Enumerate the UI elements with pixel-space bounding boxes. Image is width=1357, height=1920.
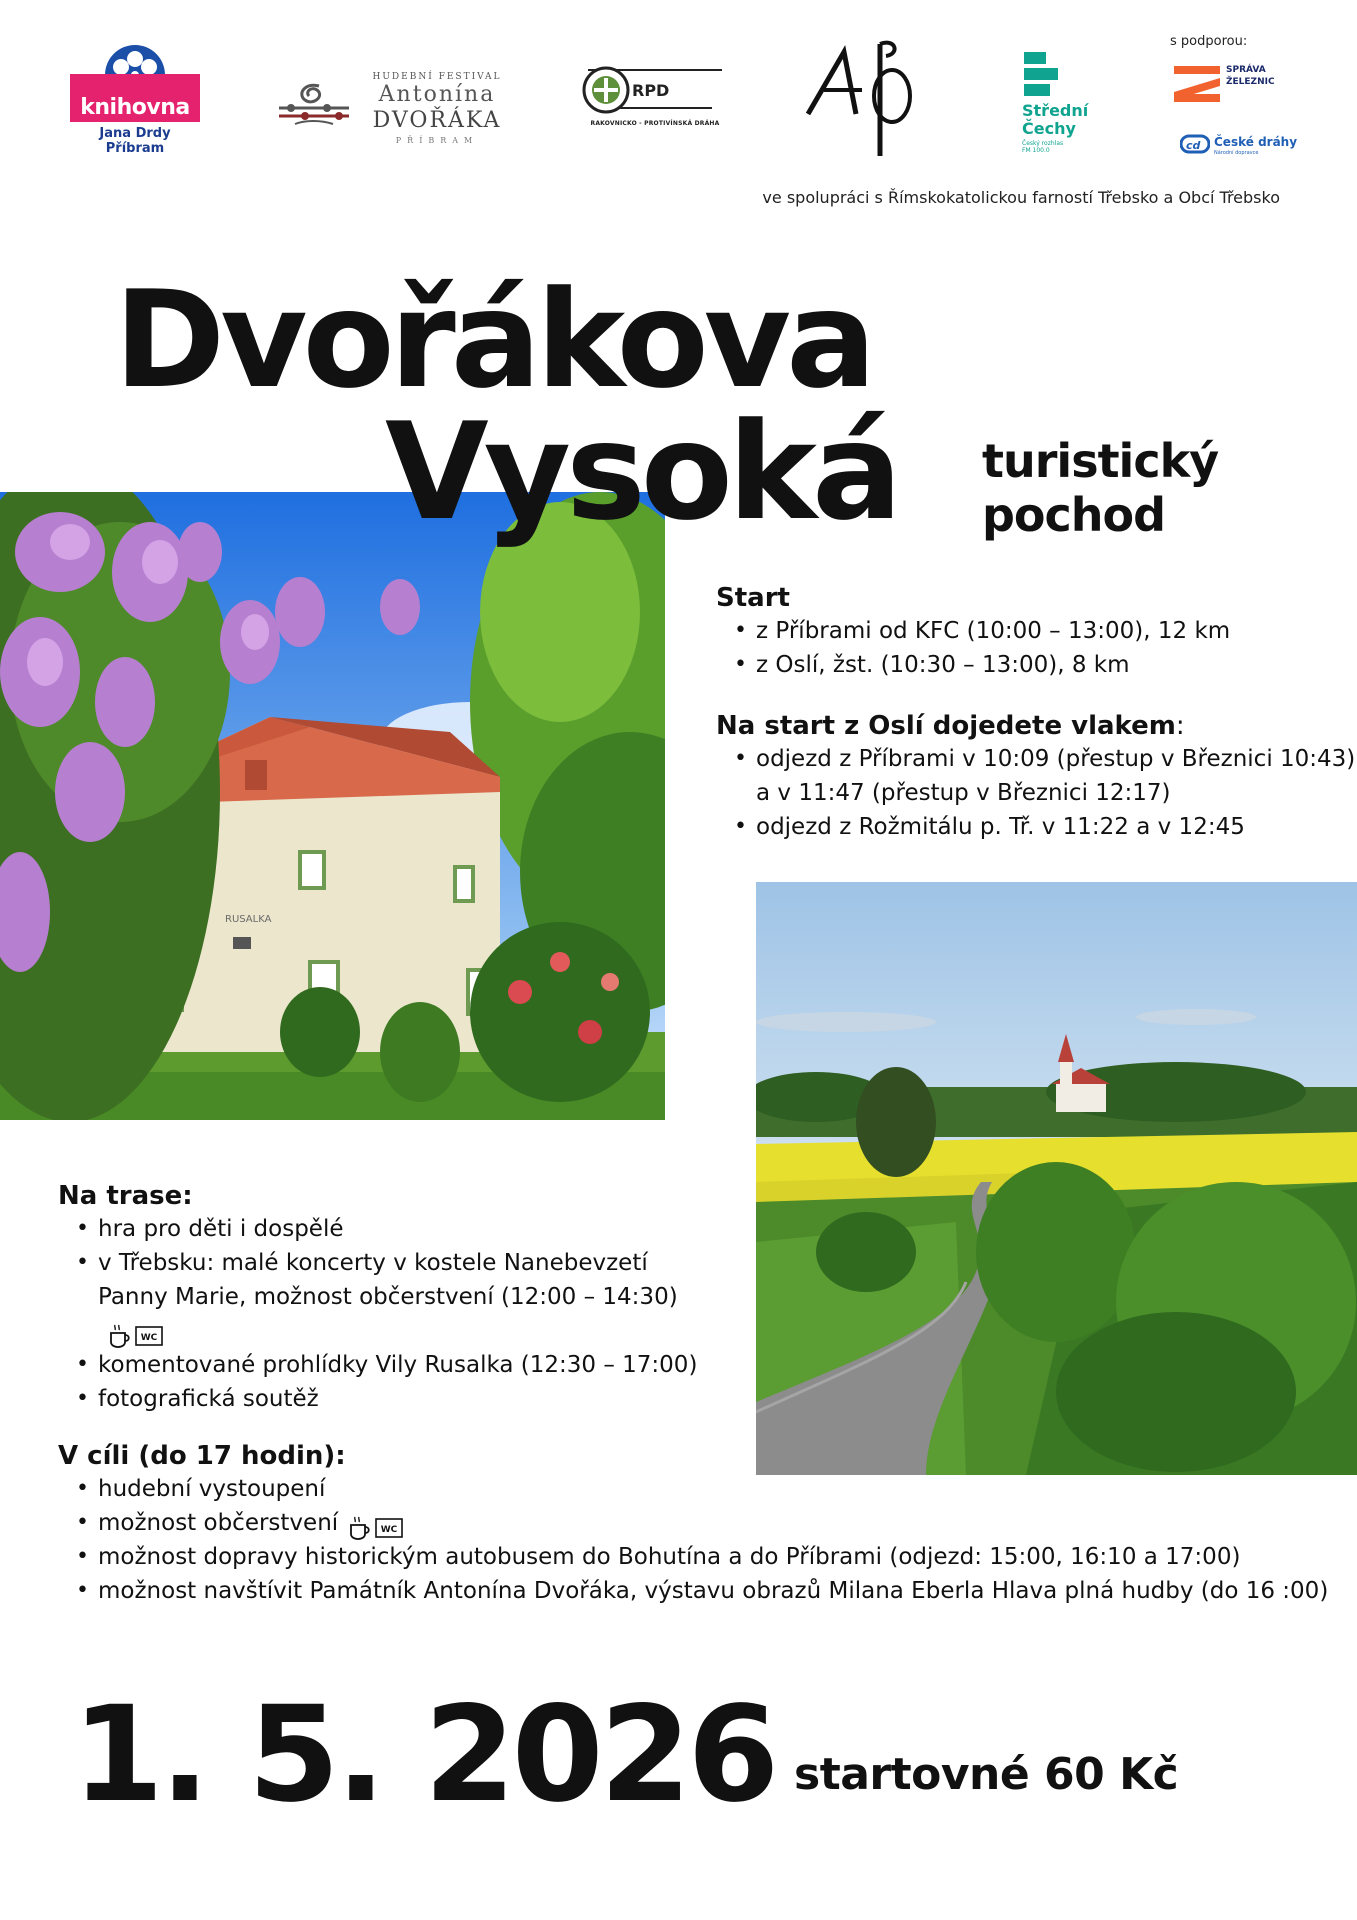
ceske-drahy-mark-icon (1180, 134, 1210, 154)
ceske-drahy-name: České dráhy (1214, 135, 1298, 149)
festival-line1: HUDEBNÍ FESTIVAL (372, 72, 502, 82)
stredni-cechy-line3: Český rozhlas (1022, 140, 1064, 147)
list-item (58, 1246, 738, 1348)
festival-line4: PŘÍBRAM (395, 136, 479, 145)
route-item2-line1: v Třebsku: malé koncerty v kostele Nanebevzetí (98, 1250, 648, 1276)
wc-icon (375, 1518, 403, 1538)
wc-icon (135, 1326, 163, 1346)
train-item1-line1: odjezd z Příbrami v 10:09 (přestup v Březnici 10:43) (756, 746, 1356, 772)
list-item: • hra pro děti i dospělé (58, 1212, 738, 1246)
list-item: • hudební vystoupení (58, 1472, 1348, 1506)
route-item2-line2-wrap (98, 1280, 738, 1348)
support-caption: s podporou: (1170, 34, 1248, 49)
goal-item2: možnost občerstvení (98, 1510, 339, 1536)
knihovna-subtitle: Jana Drdy Příbram (99, 126, 171, 156)
start-section (716, 582, 1336, 682)
villa-sign-text: RUSALKA (225, 914, 272, 925)
stredni-cechy-line2: Čechy (1022, 119, 1076, 138)
train-heading (716, 710, 1356, 742)
rpd-mark-icon (580, 62, 730, 118)
coffee-icon (108, 1323, 132, 1349)
title-line2: Vysoká (385, 394, 898, 550)
svg-text:RPD: RPD (632, 81, 670, 100)
subtitle-line2: pochod (982, 488, 1166, 542)
list-item: • možnost dopravy historickým autobusem do Bohutína a do Příbrami (odjezd: 15:00, 16:10 a 17:00) (58, 1540, 1348, 1574)
knihovna-logo (70, 44, 200, 156)
list-item (716, 742, 1356, 810)
villa-rusalka-photo (0, 492, 665, 1120)
amenity-icons (348, 1511, 403, 1537)
af-monogram-icon (800, 34, 920, 159)
festival-mark-icon (275, 80, 353, 128)
route-item2-line2: Panny Marie, možnost občerstvení (12:00 – 14:30) (98, 1284, 678, 1310)
train-item1-line2: a v 11:47 (přestup v Březnici 12:17) (756, 780, 1171, 806)
list-item: • možnost navštívit Památník Antonína Dvořáka, výstavu obrazů Milana Eberla Hlava plná hudby (do 16 :00) (58, 1574, 1348, 1608)
list-item: • odjezd z Rožmitálu p. Tř. v 11:22 a v 12:45 (716, 810, 1356, 844)
coffee-icon (348, 1515, 372, 1541)
train-heading-bold: Na start z Oslí dojedete vlakem (716, 711, 1176, 741)
szdc-line1: SPRÁVA (1226, 65, 1266, 75)
goal-heading: V cíli (do 17 hodin): (58, 1441, 346, 1471)
stredni-cechy-logo (1022, 50, 1112, 155)
stredni-cechy-mark-icon (1022, 50, 1062, 100)
train-heading-colon: : (1175, 711, 1185, 741)
ceske-drahy-subtitle: Národní dopravce (1214, 150, 1259, 156)
knihovna-wordmark: knihovna (80, 95, 190, 120)
route-section (58, 1180, 738, 1416)
wc-label: WC (380, 1525, 398, 1535)
list-item: • komentované prohlídky Vily Rusalka (12:30 – 17:00) (58, 1348, 738, 1382)
start-heading: Start (716, 583, 790, 613)
wc-label: WC (140, 1333, 158, 1343)
cooperation-note: ve spolupráci s Římskokatolickou farností Třebsko a Obcí Třebsko (762, 188, 1280, 207)
list-item: • z Příbrami od KFC (10:00 – 13:00), 12 km (716, 614, 1336, 648)
landscape-church-photo (756, 882, 1357, 1475)
festival-line3: DVOŘÁKA (372, 108, 502, 133)
amenity-icons (108, 1319, 163, 1345)
support-logos (1170, 34, 1310, 164)
list-item (58, 1506, 1348, 1540)
festival-line2: Antonína (378, 82, 496, 107)
af-monogram-logo (800, 34, 920, 159)
subtitle (982, 434, 1218, 542)
svg-text:cd: cd (1186, 139, 1201, 152)
rpd-subtitle: RAKOVNICKO - PROTIVÍNSKÁ DRÁHA (590, 120, 720, 127)
train-section (716, 710, 1356, 844)
entry-fee: startovné 60 Kč (794, 1749, 1179, 1800)
list-item: • z Oslí, žst. (10:30 – 13:00), 8 km (716, 648, 1336, 682)
festival-logo (275, 66, 515, 146)
route-heading: Na trase: (58, 1181, 193, 1211)
szdc-mark-icon (1174, 64, 1222, 104)
list-item: • fotografická soutěž (58, 1382, 738, 1416)
event-date: 1. 5. 2026 (72, 1678, 776, 1832)
title-line1: Dvořákova (114, 262, 872, 418)
stredni-cechy-line4: FM 100.0 (1022, 147, 1050, 154)
szdc-line2: ŽELEZNIC (1226, 77, 1275, 87)
stredni-cechy-line1: Střední (1022, 101, 1089, 120)
rpd-logo (580, 62, 730, 138)
subtitle-line1: turistický (982, 434, 1219, 488)
